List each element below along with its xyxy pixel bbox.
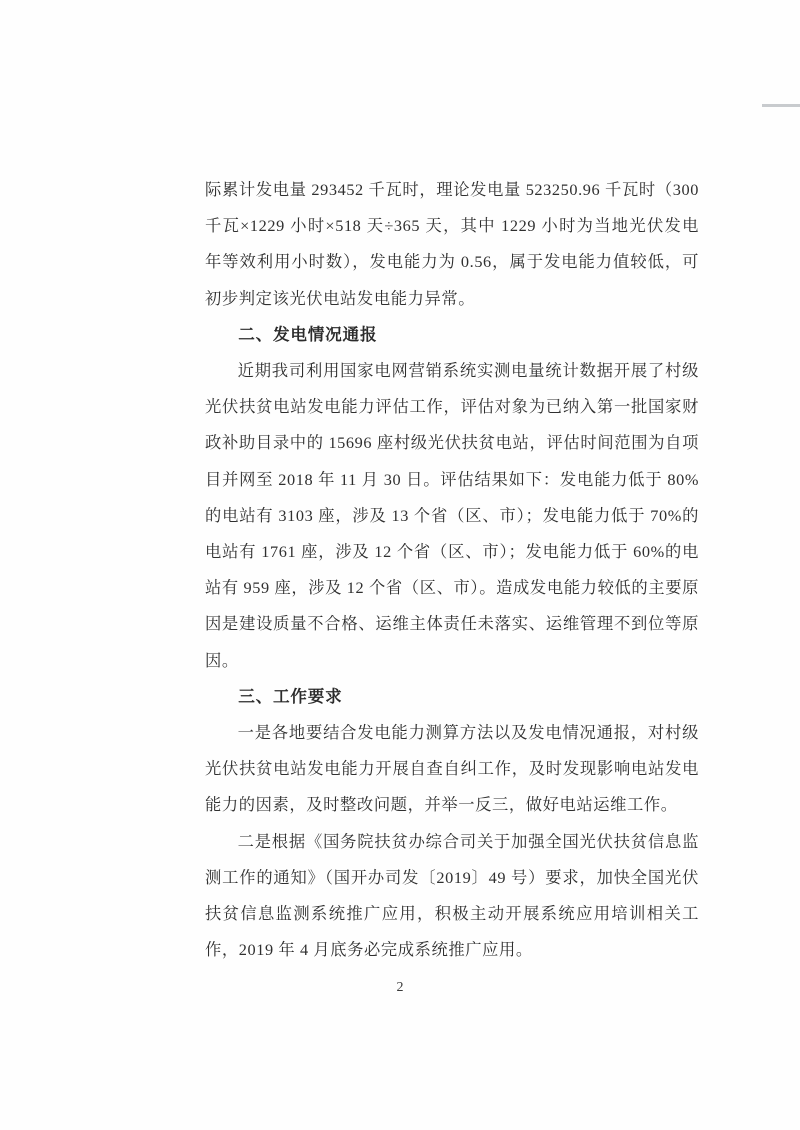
page-number: 2	[396, 980, 404, 995]
scan-edge-mark	[762, 104, 800, 107]
paragraph-requirement-two: 二是根据《国务院扶贫办综合司关于加强全国光伏扶贫信息监测工作的通知》（国开办司发〔2019〕49 号）要求，加快全国光伏扶贫信息监测系统推广应用，积极主动开展系统应用培训相关工作，2019 年 4 月底务必完成系统推广应用。	[205, 831, 699, 960]
paragraph-requirement-one: 一是各地要结合发电能力测算方法以及发电情况通报，对村级光伏扶贫电站发电能力开展自查自纠工作，及时发现影响电站发电能力的因素，及时整改问题，并举一反三，做好电站运维工作。	[205, 723, 699, 815]
document-body	[205, 172, 699, 968]
section-heading-two: 二、发电情况通报	[238, 324, 378, 344]
paragraph-continuation: 际累计发电量 293452 千瓦时，理论发电量 523250.96 千瓦时（300 千瓦×1229 小时×518 天÷365 天，其中 1229 小时为当地光伏发电年等效利用小时数），发电能力为 0.56，属于发电能力值较低，可初步判定该光伏电站发电能力异常。	[205, 180, 699, 308]
paragraph-generation-report: 近期我司利用国家电网营销系统实测电量统计数据开展了村级光伏扶贫电站发电能力评估工作，评估对象为已纳入第一批国家财政补助目录中的 15696 座村级光伏扶贫电站，评估时间范围为自项目并网至 2018 年 11 月 30 日。评估结果如下：发电能力低于 80%的电站有 3103 座，涉及 13 个省（区、市）；发电能力低于 70%的电站有 1761 座，涉及 12 个省（区、市）；发电能力低于 60%的电站有 959 座，涉及 12 个省（区、市）。造成发电能力较低的主要原因是建设质量不合格、运维主体责任未落实、运维管理不到位等原因。	[205, 361, 699, 670]
section-heading-three: 三、工作要求	[238, 686, 343, 706]
